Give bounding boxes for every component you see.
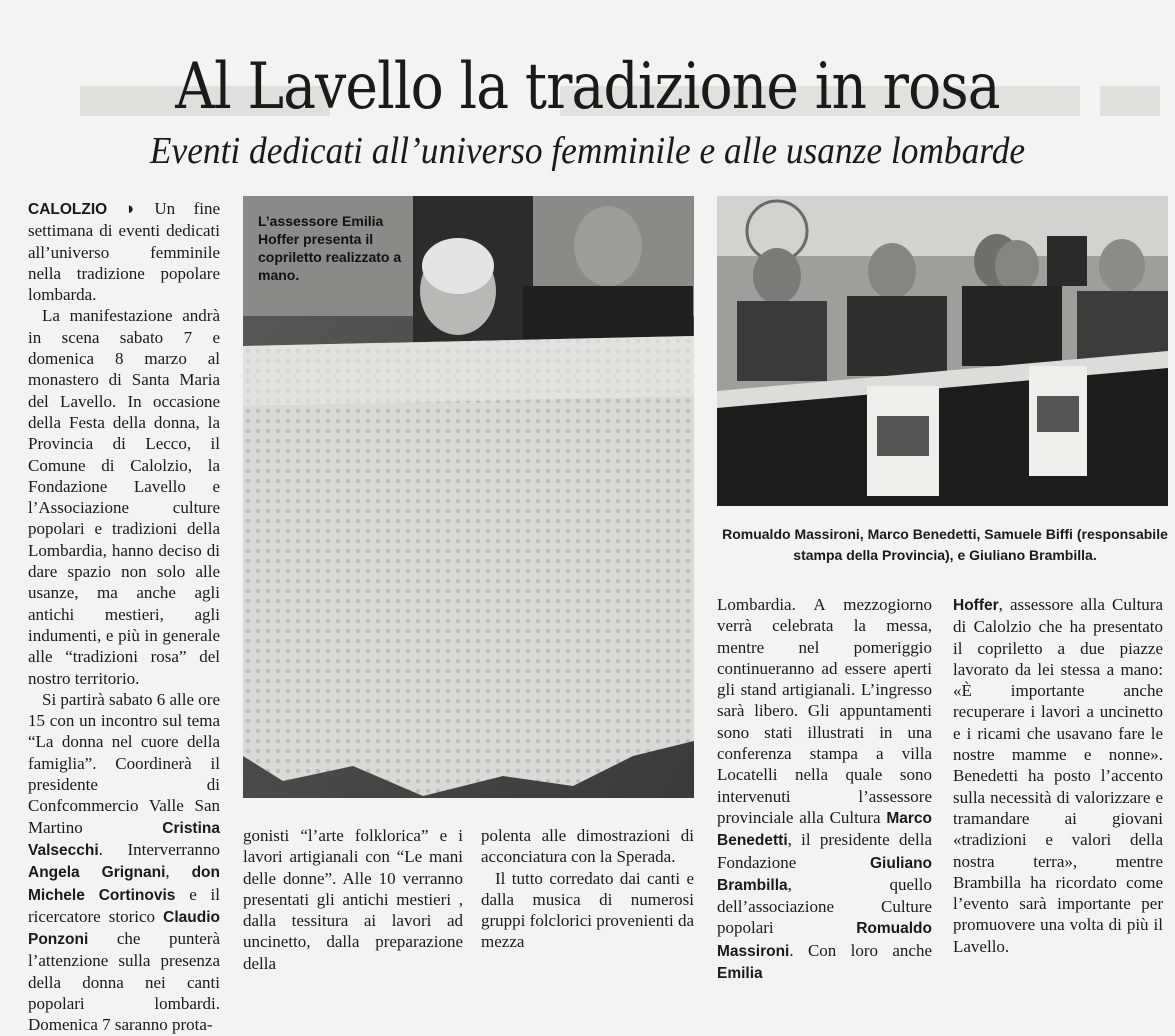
- col3-paragraph-2: Il tutto corredato dai canti e dalla musica di numerosi gruppi folclorici provenienti da mezza: [481, 868, 694, 952]
- photo-left-caption: L’assessore Emilia Hoffer presenta il copriletto realizzato a mano.: [258, 213, 402, 283]
- article-column-2: [243, 825, 463, 974]
- name-emilia: Emilia: [717, 965, 763, 983]
- article-headline: Al Lavello la tradizione in rosa: [175, 49, 1000, 124]
- name-angela-grignani: Angela Grignani: [28, 864, 166, 882]
- col1-paragraph-2: La manifestazione andrà in scena sabato 7 e domenica 8 marzo al monastero di Santa Maria del Lavello. In occasione della Festa della donna, la Provincia di Lecco, il Comune di Calolzio, la Fondazione Lavello e l’Associazione culture popolari e tradizioni della Lombardia, hanno deciso di dare spazio non solo alle usanze, ma anche agli antichi mestieri, agli indumenti, e più in generale alle “tradizioni rosa” del nostro territorio.: [28, 306, 220, 688]
- article-column-4: [717, 594, 932, 984]
- article-column-1: [28, 198, 220, 1036]
- col1-text: . Interverranno: [98, 839, 220, 859]
- name-giuliano-brambilla: Giuliano Brambilla: [717, 854, 932, 894]
- name-romualdo-massironi: Romualdo Massironi: [717, 920, 932, 960]
- col4-text: , quello dell’associazione Culture popolari: [717, 874, 932, 938]
- name-marco-benedetti: Marco Benedetti: [717, 809, 932, 850]
- col4-text: , il presidente della Fondazione: [717, 830, 932, 872]
- photo-copriletto: [243, 196, 694, 798]
- col1-text: che punterà l’attenzione sulla presenza della donna nei canti popolari lombardi. Domenica 7 saranno prota-: [28, 929, 220, 1035]
- name-cristina-valsecchi: Cristina Valsecchi: [28, 819, 220, 859]
- col3-paragraph-1: polenta alle dimostrazioni di acconciatura con la Sperada.: [481, 826, 694, 867]
- article-column-3: [481, 825, 694, 953]
- article-column-5: [953, 594, 1163, 957]
- col4-text: . Con loro anche: [789, 940, 932, 960]
- name-hoffer: Hoffer: [953, 597, 999, 614]
- col5-text: , assessore alla Cultura di Calolzio che ha presentato il copriletto a due piazze lavorato da lei stessa a mano: «È importante anche recuperare i lavori a uncinetto e i ricami che usavano fare le nostre mamme e nonne». Benedetti ha posto l’accento sulla necessità di valorizzare e tramandare ai giovani «tradizioni e valori della nostra terra», mentre Brambilla ha ricordato come l’evento sarà importante per promuovere una volta di più il Lavello.: [953, 595, 1163, 956]
- article-subheadline: Eventi dedicati all’universo femminile e alle usanze lombarde: [149, 130, 1026, 172]
- name-michele-cortinovis: don Michele Cortinovis: [28, 864, 220, 904]
- photo-copriletto-image: [243, 196, 694, 798]
- col4-text: Lombardia. A mezzogiorno verrà celebrata la messa, mentre nel pomeriggio continueranno ad essere aperti gli stand artigianali. L’ingresso sarà libero. Gli appuntamenti sono stati illustrati in una conferenza stampa a villa Locatelli nella quale sono intervenuti l’assessore provinciale alla Cultura: [717, 595, 932, 827]
- name-claudio-ponzoni: Claudio Ponzoni: [28, 908, 220, 949]
- col1-paragraph-3a: Si partirà sabato 6 alle ore 15 con un incontro sul tema “La donna nel cuore della famiglia”. Coordinerà il presidente di Confcommercio Valle San Martino: [28, 689, 220, 837]
- col1-text: e il ricercatore storico: [28, 884, 220, 926]
- photo-right-caption: Romualdo Massironi, Marco Benedetti, Samuele Biffi (responsabile stampa della Provincia), e Giuliano Brambilla.: [722, 526, 1168, 563]
- photo-conferenza-image: [717, 196, 1168, 506]
- col1-paragraph-1: Un fine settimana di eventi dedicati all’universo femminile nella tradizione popolare lombarda.: [28, 199, 221, 305]
- col2-paragraph: gonisti “l’arte folklorica” e i lavori artigianali con “Le mani delle donne”. Alle 10 verranno presentati gli antichi mestieri , dalla tessitura ai lavori ad uncinetto, dalla preparazione della: [243, 826, 463, 973]
- dateline: CALOLZIO: [28, 201, 108, 218]
- col1-text: ,: [165, 862, 170, 882]
- photo-conferenza-stampa: [717, 196, 1168, 506]
- dateline-arrow-icon: ◗: [125, 199, 136, 218]
